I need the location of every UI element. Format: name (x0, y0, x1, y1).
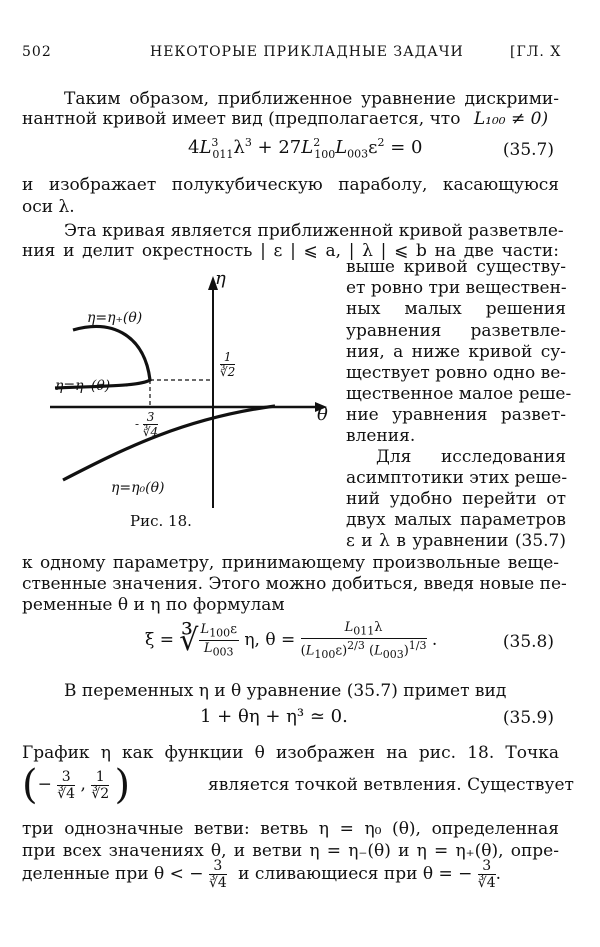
theta-axis-label: θ (317, 404, 328, 425)
figure-18-plot (35, 268, 340, 528)
para4-line1: к одному параметру, принимающему произвольные веще- (22, 553, 559, 573)
side-line-8: ние уравнения развет- (346, 405, 566, 425)
para4-line3: ременные θ и η по формулам (22, 595, 285, 615)
side-line-10: Для исследования (376, 447, 566, 467)
label-eta-zero: η=η₀(θ) (111, 480, 165, 496)
side-line-12: ний удобно перейти от (346, 489, 566, 509)
equation-35-7: $4L^3_{011}\lambda^3 + 27L^2_{100}L_{003}\varepsilon^2 = 0$ (188, 136, 423, 161)
equation-35-7-number: (35.7) (502, 140, 554, 160)
para3-line2: ния и делит окрестность | ε | ⩽ a, | λ | ⩽ b на две части: (22, 241, 559, 261)
side-line-4: уравнения разветвле- (346, 321, 566, 341)
branch-point: (− $\frac{3}{∛4}$ , $\frac{1}{∛2}$ ) (22, 762, 131, 808)
para6-line5-b: и сливающиеся при θ = − (238, 864, 473, 884)
para2-line1: и изображает полукубическую параболу, касающуюся (22, 175, 559, 195)
equation-35-8-number: (35.8) (502, 632, 554, 652)
tick-eta-value: $\frac{1}{∛2}$ (220, 350, 236, 379)
side-line-14: ε и λ в уравнении (35.7) (346, 531, 566, 551)
side-line-9: вления. (346, 426, 416, 446)
para5: В переменных η и θ уравнение (35.7) примет вид (64, 681, 507, 701)
para1-line2-text: нантной кривой имеет вид (предполагается, что (22, 109, 461, 129)
side-line-2: ет ровно три веществен- (346, 278, 567, 298)
side-line-13: двух малых параметров (346, 510, 566, 530)
figure-caption: Рис. 18. (130, 512, 192, 530)
para2-line2: оси λ. (22, 197, 75, 217)
side-line-3: ных малых решения (346, 299, 566, 319)
branch-eta-zero (63, 406, 275, 480)
para3-line1: Эта кривая является приближенной кривой разветвле- (64, 221, 564, 241)
running-title: НЕКОТОРЫЕ ПРИКЛАДНЫЕ ЗАДАЧИ (150, 44, 464, 60)
label-eta-minus: η=η₋(θ) (55, 378, 111, 394)
figure-18 (35, 268, 340, 528)
para6-line5: деленные при θ < − $\frac{3}{∛4}$ и сливающиеся при θ = − $\frac{3}{∛4}$ . (22, 858, 502, 891)
para1-line2 (22, 108, 562, 130)
side-line-6: ществует ровно одно ве- (346, 363, 566, 383)
tick-theta-value: - $\frac{3}{∛4}$ (135, 410, 159, 439)
eta-axis-label: η (215, 268, 226, 289)
side-line-7: щественное малое реше- (346, 384, 572, 404)
equation-35-8: ξ = ∛ $\frac{L_{100}\varepsilon}{L_{003}}$ η, θ = $\frac{L_{011}\lambda}{(L_{100}\varepsilon)^{2/3} (L_{003})^{1/3}}$ . (145, 620, 438, 661)
page-number: 502 (22, 44, 52, 60)
para6-line2: является точкой ветвления. Существует (208, 775, 574, 795)
side-line-5: ния, а ниже кривой су- (346, 342, 566, 362)
para6-line1: График η как функции θ изображен на рис. 18. Точка (22, 743, 559, 763)
equation-35-9: 1 + θη + η³ ≃ 0. (200, 706, 348, 727)
side-line-11: асимптотики этих реше- (346, 468, 568, 488)
equation-35-9-number: (35.9) (502, 708, 554, 728)
para1-condition: L₁₀₀ ≠ 0) (473, 109, 549, 129)
para1-line1: Таким образом, приближенное уравнение дискрими- (64, 89, 559, 109)
para6-line5-a: деленные при θ < (22, 864, 184, 884)
side-line-1: выше кривой существу- (346, 257, 566, 277)
para6-line3: три однозначные ветви: ветвь η = η₀ (θ), определенная (22, 819, 559, 839)
chapter-label: [ГЛ. X (510, 44, 562, 60)
label-eta-plus: η=η₊(θ) (87, 310, 143, 326)
para4-line2: ственные значения. Этого можно добиться, введя новые пе- (22, 574, 567, 594)
para6-line4: при всех значениях θ, и ветви η = η₋(θ) и η = η₊(θ), опре- (22, 841, 559, 861)
